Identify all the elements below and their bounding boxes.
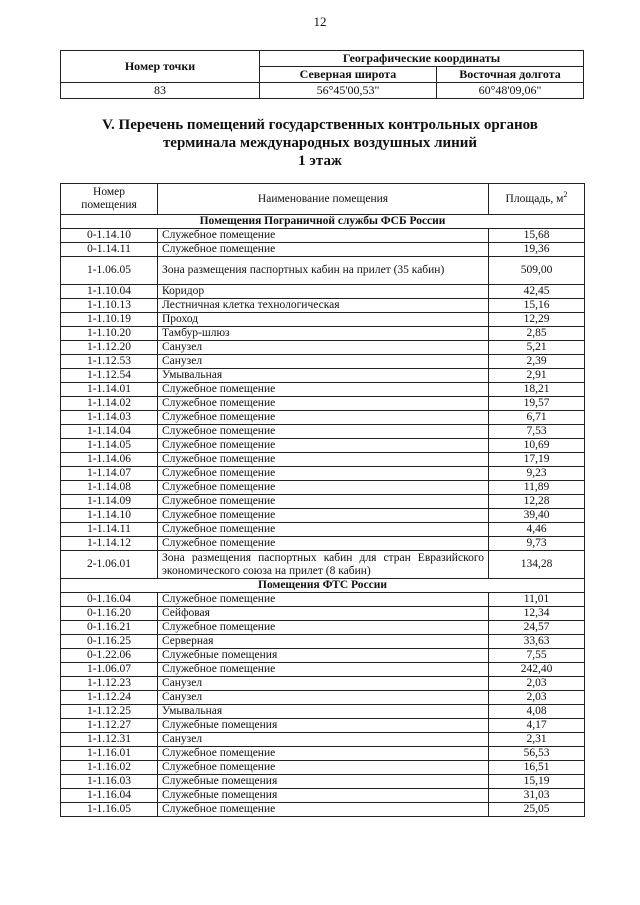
room-name: Служебное помещение — [158, 593, 489, 607]
room-area: 4,17 — [489, 719, 585, 733]
room-code: 1-1.06.07 — [61, 663, 158, 677]
room-name: Служебное помещение — [158, 509, 489, 523]
coords-header-point: Номер точки — [61, 51, 260, 83]
room-code: 0-1.14.10 — [61, 229, 158, 243]
table-row — [61, 341, 585, 355]
room-area: 56,53 — [489, 747, 585, 761]
coords-north: 56°45'00,53" — [260, 83, 437, 99]
table-row — [61, 425, 585, 439]
room-name: Служебное помещение — [158, 411, 489, 425]
rooms-header-area — [489, 184, 585, 215]
table-row — [61, 789, 585, 803]
room-code: 1-1.16.02 — [61, 761, 158, 775]
room-code: 1-1.16.05 — [61, 803, 158, 817]
room-code: 1-1.14.07 — [61, 467, 158, 481]
group-header-row — [61, 215, 585, 229]
room-code: 1-1.14.04 — [61, 425, 158, 439]
room-name: Умывальная — [158, 705, 489, 719]
room-code: 1-1.14.11 — [61, 523, 158, 537]
room-code: 1-1.12.23 — [61, 677, 158, 691]
table-row — [61, 327, 585, 341]
table-row — [61, 775, 585, 789]
room-code: 1-1.10.13 — [61, 299, 158, 313]
room-area: 39,40 — [489, 509, 585, 523]
room-code: 0-1.16.20 — [61, 607, 158, 621]
room-area: 19,57 — [489, 397, 585, 411]
room-area: 15,68 — [489, 229, 585, 243]
room-code: 1-1.14.09 — [61, 495, 158, 509]
table-row — [61, 439, 585, 453]
table-row — [61, 299, 585, 313]
room-area: 42,45 — [489, 285, 585, 299]
room-name: Тамбур-шлюз — [158, 327, 489, 341]
room-area: 11,01 — [489, 593, 585, 607]
room-name: Служебное помещение — [158, 663, 489, 677]
room-code: 1-1.14.08 — [61, 481, 158, 495]
room-area: 2,03 — [489, 677, 585, 691]
room-area: 15,16 — [489, 299, 585, 313]
table-row — [61, 677, 585, 691]
room-area: 2,85 — [489, 327, 585, 341]
room-code: 1-1.16.01 — [61, 747, 158, 761]
room-name: Зона размещения паспортных кабин для стран Евразийского экономического союза на прилет (8 кабин) — [158, 551, 489, 579]
table-row — [61, 481, 585, 495]
room-code: 1-1.14.10 — [61, 509, 158, 523]
room-code: 1-1.16.04 — [61, 789, 158, 803]
room-name: Служебное помещение — [158, 481, 489, 495]
coords-header-east: Восточная долгота — [437, 67, 584, 83]
table-row — [61, 495, 585, 509]
room-code: 0-1.16.25 — [61, 635, 158, 649]
room-code: 1-1.14.01 — [61, 383, 158, 397]
room-area: 509,00 — [489, 257, 585, 285]
table-row — [61, 369, 585, 383]
table-row — [61, 509, 585, 523]
rooms-header-row — [61, 184, 585, 215]
room-area: 25,05 — [489, 803, 585, 817]
room-area: 2,31 — [489, 733, 585, 747]
table-row — [61, 621, 585, 635]
room-area: 12,29 — [489, 313, 585, 327]
table-row — [61, 411, 585, 425]
table-row — [61, 537, 585, 551]
group-header-row — [61, 579, 585, 593]
room-name: Санузел — [158, 355, 489, 369]
table-row — [61, 313, 585, 327]
page-number: 12 — [313, 14, 327, 29]
room-name: Лестничная клетка технологическая — [158, 299, 489, 313]
room-area: 31,03 — [489, 789, 585, 803]
room-name: Служебное помещение — [158, 383, 489, 397]
table-row — [61, 467, 585, 481]
section-title-line3: 1 этаж — [298, 153, 342, 169]
rooms-header-area-text: Площадь, м — [505, 192, 564, 205]
table-row — [61, 383, 585, 397]
room-code: 1-1.12.20 — [61, 341, 158, 355]
room-code: 0-1.16.04 — [61, 593, 158, 607]
table-row — [61, 803, 585, 817]
group-title: Помещения ФТС России — [61, 579, 585, 593]
room-area: 19,36 — [489, 243, 585, 257]
rooms-table — [60, 183, 585, 817]
coords-row — [61, 83, 584, 99]
table-row — [61, 523, 585, 537]
group-title: Помещения Пограничной службы ФСБ России — [61, 215, 585, 229]
room-name: Служебное помещение — [158, 761, 489, 775]
room-code: 1-1.14.06 — [61, 453, 158, 467]
room-code: 1-1.12.27 — [61, 719, 158, 733]
room-name: Проход — [158, 313, 489, 327]
table-row — [61, 691, 585, 705]
table-row — [61, 355, 585, 369]
room-name: Служебные помещения — [158, 775, 489, 789]
table-row — [61, 761, 585, 775]
room-name: Служебные помещения — [158, 649, 489, 663]
table-row — [61, 257, 585, 285]
room-code: 1-1.14.02 — [61, 397, 158, 411]
room-name: Служебное помещение — [158, 537, 489, 551]
room-name: Серверная — [158, 635, 489, 649]
rooms-header-name: Наименование помещения — [158, 184, 489, 215]
room-area: 17,19 — [489, 453, 585, 467]
room-name: Служебное помещение — [158, 243, 489, 257]
section-title-line2: терминала международных воздушных линий — [162, 135, 478, 151]
room-area: 12,34 — [489, 607, 585, 621]
room-area: 7,55 — [489, 649, 585, 663]
room-area: 5,21 — [489, 341, 585, 355]
room-name: Служебное помещение — [158, 621, 489, 635]
room-area: 4,08 — [489, 705, 585, 719]
coords-point: 83 — [61, 83, 260, 99]
room-name: Сейфовая — [158, 607, 489, 621]
room-area: 15,19 — [489, 775, 585, 789]
room-code: 0-1.16.21 — [61, 621, 158, 635]
room-name: Служебные помещения — [158, 719, 489, 733]
room-code: 1-1.14.12 — [61, 537, 158, 551]
room-area: 7,53 — [489, 425, 585, 439]
room-area: 2,39 — [489, 355, 585, 369]
room-name: Служебное помещение — [158, 439, 489, 453]
room-code: 1-1.12.24 — [61, 691, 158, 705]
room-code: 0-1.22.06 — [61, 649, 158, 663]
table-row — [61, 733, 585, 747]
coords-east: 60°48'09,06" — [437, 83, 584, 99]
table-row — [61, 663, 585, 677]
room-code: 1-1.12.25 — [61, 705, 158, 719]
table-row — [61, 635, 585, 649]
rooms-header-area-sup: 2 — [563, 189, 568, 199]
section-title — [0, 116, 640, 170]
room-area: 10,69 — [489, 439, 585, 453]
table-row — [61, 705, 585, 719]
table-row — [61, 397, 585, 411]
table-row — [61, 453, 585, 467]
room-name: Служебное помещение — [158, 453, 489, 467]
table-row — [61, 747, 585, 761]
table-row — [61, 649, 585, 663]
coords-header-north: Северная широта — [260, 67, 437, 83]
room-area: 9,23 — [489, 467, 585, 481]
room-area: 16,51 — [489, 761, 585, 775]
room-area: 6,71 — [489, 411, 585, 425]
room-area: 12,28 — [489, 495, 585, 509]
room-name: Служебное помещение — [158, 523, 489, 537]
room-name: Служебное помещение — [158, 229, 489, 243]
room-area: 24,57 — [489, 621, 585, 635]
rooms-header-number: Номер помещения — [61, 184, 158, 215]
room-name: Служебные помещения — [158, 789, 489, 803]
room-code: 1-1.12.53 — [61, 355, 158, 369]
room-code: 1-1.10.20 — [61, 327, 158, 341]
room-area: 11,89 — [489, 481, 585, 495]
room-name: Коридор — [158, 285, 489, 299]
table-row — [61, 719, 585, 733]
room-code: 2-1.06.01 — [61, 551, 158, 579]
room-code: 1-1.10.19 — [61, 313, 158, 327]
room-name: Служебное помещение — [158, 747, 489, 761]
room-area: 134,28 — [489, 551, 585, 579]
room-name: Служебное помещение — [158, 495, 489, 509]
table-row — [61, 551, 585, 579]
room-code: 1-1.16.03 — [61, 775, 158, 789]
room-name: Санузел — [158, 341, 489, 355]
section-title-line1: V. Перечень помещений государственных контрольных органов — [102, 117, 538, 133]
room-name: Санузел — [158, 733, 489, 747]
room-code: 0-1.14.11 — [61, 243, 158, 257]
room-area: 33,63 — [489, 635, 585, 649]
table-row — [61, 285, 585, 299]
room-name: Санузел — [158, 677, 489, 691]
room-name: Зона размещения паспортных кабин на прилет (35 кабин) — [158, 257, 489, 285]
room-area: 9,73 — [489, 537, 585, 551]
room-code: 1-1.12.54 — [61, 369, 158, 383]
room-code: 1-1.14.05 — [61, 439, 158, 453]
table-row — [61, 607, 585, 621]
room-code: 1-1.06.05 — [61, 257, 158, 285]
room-code: 1-1.12.31 — [61, 733, 158, 747]
table-row — [61, 229, 585, 243]
room-name: Служебное помещение — [158, 425, 489, 439]
room-area: 242,40 — [489, 663, 585, 677]
room-name: Умывальная — [158, 369, 489, 383]
room-name: Санузел — [158, 691, 489, 705]
coordinates-table — [60, 50, 584, 99]
coords-header-geo: Географические координаты — [260, 51, 584, 67]
room-area: 4,46 — [489, 523, 585, 537]
room-code: 1-1.14.03 — [61, 411, 158, 425]
room-code: 1-1.10.04 — [61, 285, 158, 299]
room-name: Служебное помещение — [158, 467, 489, 481]
room-name: Служебное помещение — [158, 397, 489, 411]
room-area: 2,91 — [489, 369, 585, 383]
room-area: 2,03 — [489, 691, 585, 705]
table-row — [61, 593, 585, 607]
room-name: Служебное помещение — [158, 803, 489, 817]
room-area: 18,21 — [489, 383, 585, 397]
table-row — [61, 243, 585, 257]
